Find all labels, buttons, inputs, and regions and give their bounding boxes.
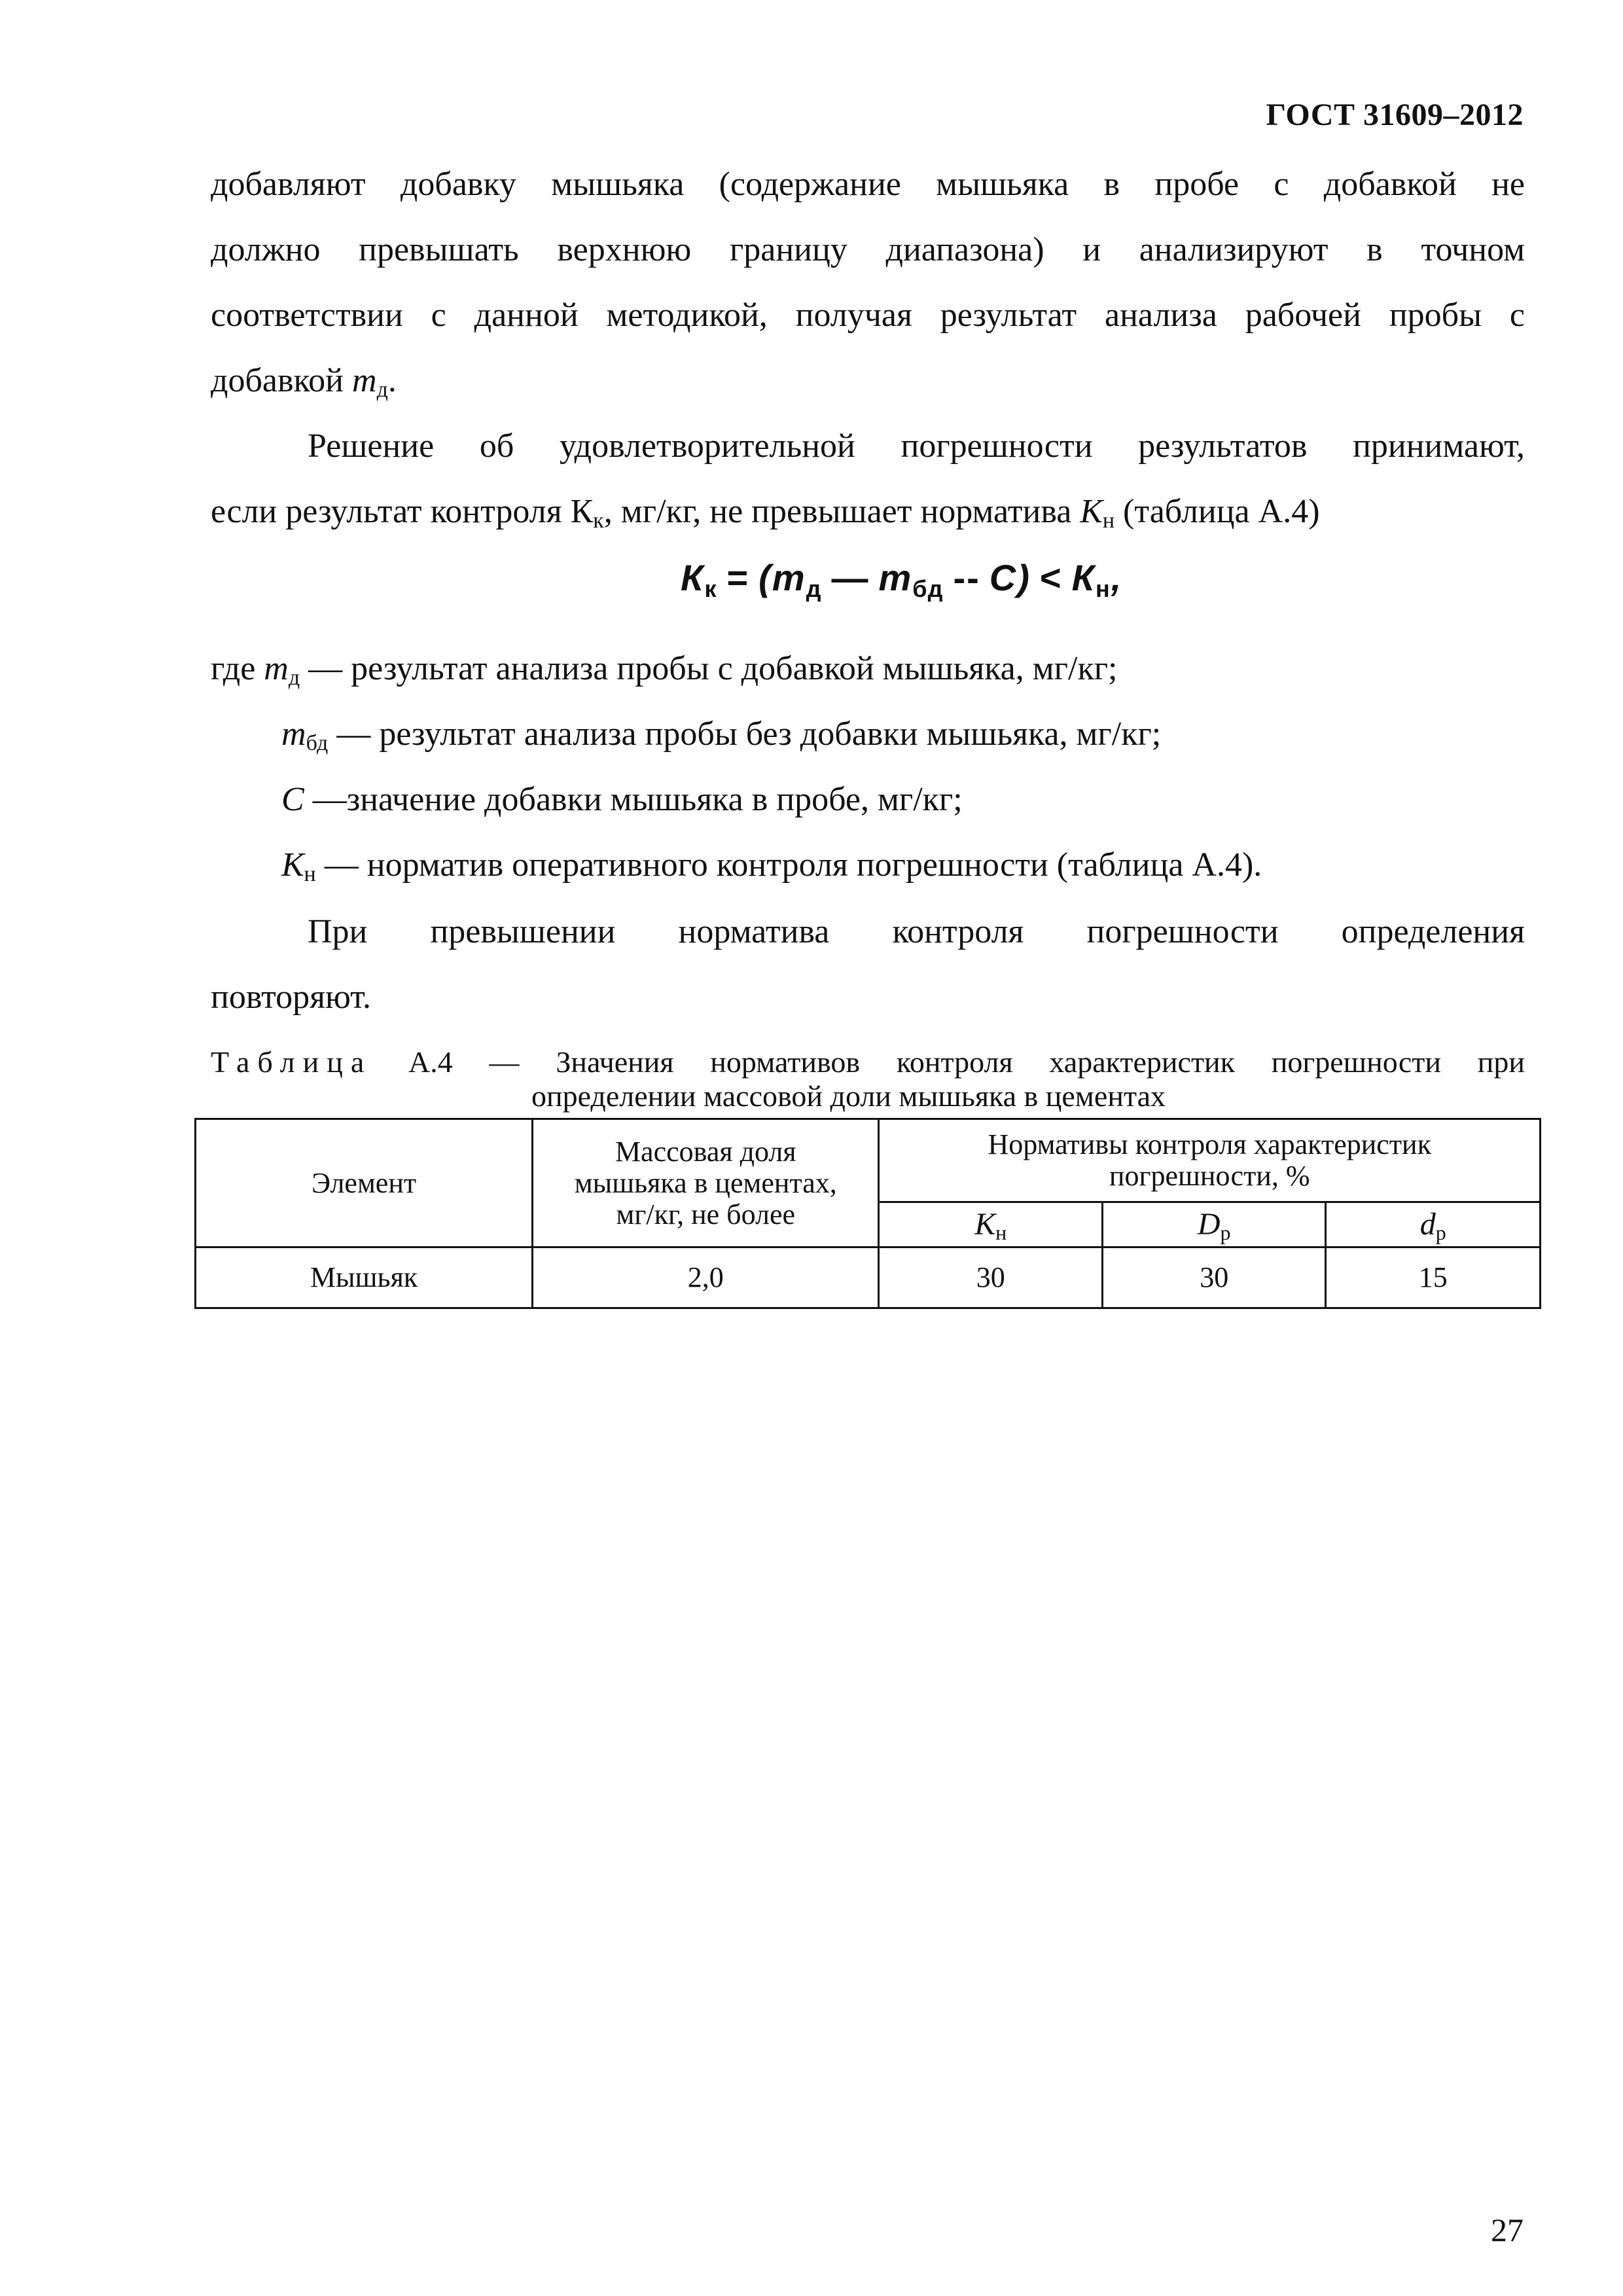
header-norms: Нормативы контроля характеристик погрешности, %	[879, 1119, 1541, 1202]
sub-n: н	[1102, 509, 1115, 533]
sym-var: d	[1419, 1206, 1436, 1242]
sym-sub: н	[995, 1220, 1007, 1244]
control-formula	[681, 556, 1123, 602]
formula-paren-close: )	[1017, 557, 1031, 598]
header-dp-upper	[1102, 1202, 1326, 1247]
table-caption-prefix: Таблица	[211, 1045, 372, 1079]
paragraph-1-line-2: должно превышать верхнюю границу диапазона) и анализируют в точном	[211, 231, 1525, 268]
sym-sub: р	[1435, 1220, 1446, 1244]
def-var: m	[264, 650, 289, 687]
formula-lhs: К	[681, 557, 705, 598]
formula-term-3: C	[989, 557, 1018, 598]
formula-term-2-sub: бд	[912, 575, 944, 602]
header-mass-fraction: Массовая доля мышьяка в цементах, мг/кг, не более	[533, 1119, 879, 1247]
sub-d: д	[376, 378, 388, 402]
def-sub: н	[304, 862, 316, 886]
cell-element: Мышьяк	[196, 1247, 533, 1308]
cell-kn: 30	[879, 1247, 1103, 1308]
header-element: Элемент	[196, 1119, 533, 1247]
page-number: 27	[1491, 2212, 1524, 2248]
def-var: C	[281, 781, 304, 818]
sym-var: D	[1197, 1206, 1221, 1242]
table-caption-title: Значения нормативов контроля характеристик погрешности при	[556, 1045, 1525, 1079]
definition-c	[281, 779, 1525, 821]
header-kn	[879, 1202, 1103, 1247]
paragraph-2-line-2	[211, 491, 1525, 533]
sym-var: К	[974, 1206, 996, 1242]
formula-rhs-sub: н	[1096, 575, 1111, 602]
cell-mass: 2,0	[533, 1247, 879, 1308]
sym-sub: р	[1220, 1220, 1231, 1244]
def-sub: д	[288, 666, 300, 690]
formula-lhs-sub: к	[704, 575, 718, 602]
formula-term-2: m	[878, 557, 913, 598]
formula-less-than: <	[1039, 557, 1063, 598]
period: .	[387, 362, 397, 399]
table-row	[196, 1247, 1541, 1308]
formula-minus-1: —	[831, 557, 870, 598]
var-K: К	[1080, 493, 1103, 530]
text: добавкой	[211, 362, 352, 399]
text: (таблица А.4)	[1115, 493, 1320, 530]
cell-dp-lower: 15	[1326, 1247, 1541, 1308]
def-var: m	[281, 715, 306, 753]
norms-table	[194, 1118, 1541, 1309]
def-text: —значение добавки мышьяка в пробе, мг/кг;	[304, 781, 963, 818]
definition-mbd	[281, 713, 1525, 755]
formula-term-1-sub: д	[806, 575, 823, 602]
def-sub: бд	[306, 731, 329, 755]
paragraph-2-line-1: Решение об удовлетворительной погрешности результатов принимают,	[308, 427, 1525, 465]
var-m: m	[352, 362, 377, 399]
table-caption-number: А.4	[408, 1045, 453, 1079]
formula-paren-open: (	[758, 557, 772, 598]
paragraph-1-line-3: соответствии с данной методикой, получая результат анализа рабочей пробы с	[211, 296, 1525, 334]
def-var: К	[281, 846, 304, 884]
paragraph-1-line-1: добавляют добавку мышьяка (содержание мышьяка в пробе с добавкой не	[211, 166, 1525, 203]
header-dp-lower	[1326, 1202, 1541, 1247]
cell-dp-upper: 30	[1102, 1247, 1326, 1308]
sub-k: к	[593, 509, 604, 533]
document-code-header: ГОСТ 31609–2012	[1266, 98, 1524, 132]
def-prefix: где	[211, 650, 264, 687]
table-caption-line-1	[211, 1046, 1525, 1079]
paragraph-3-line-1: При превышении норматива контроля погрешности определения	[308, 913, 1525, 950]
text: если результат контроля К	[211, 493, 594, 530]
table-caption-line-2: определении массовой доли мышьяка в цементах	[531, 1079, 1166, 1113]
formula-minus-2: --	[953, 557, 980, 598]
def-text: — результат анализа пробы без добавки мышьяка, мг/кг;	[328, 715, 1162, 753]
paragraph-1-line-4	[211, 360, 1525, 402]
text: , мг/кг, не превышает норматива	[603, 493, 1080, 530]
table-caption-dash: —	[489, 1045, 520, 1079]
formula-term-1: m	[772, 557, 806, 598]
definition-md	[211, 648, 1525, 690]
formula-comma: ,	[1111, 557, 1123, 598]
formula-equals: =	[726, 557, 750, 598]
def-text: — результат анализа пробы с добавкой мышьяка, мг/кг;	[300, 650, 1118, 687]
definition-kn	[281, 844, 1525, 886]
def-text: — норматив оперативного контроля погрешности (таблица А.4).	[315, 846, 1262, 884]
paragraph-3-line-2: повторяют.	[211, 978, 372, 1016]
formula-rhs: К	[1071, 557, 1096, 598]
